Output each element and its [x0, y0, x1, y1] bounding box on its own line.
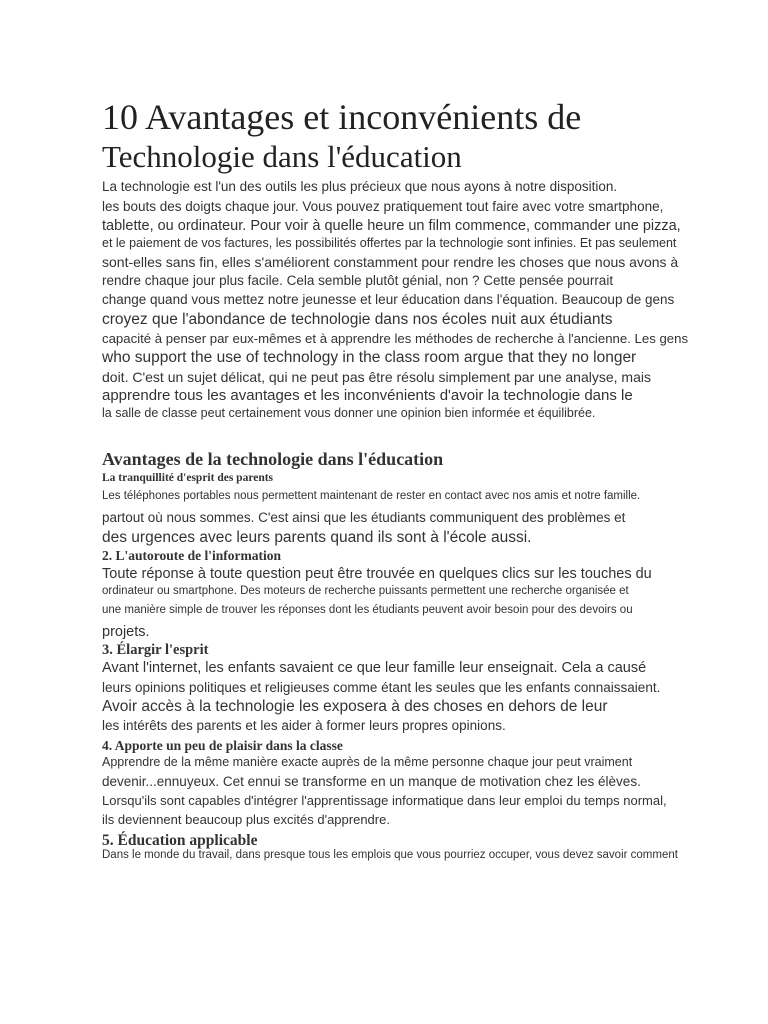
intro-line: change quand vous mettez notre jeunesse et leur éducation dans l'équation. Beaucoup de gens	[102, 292, 675, 307]
item-1-line: partout où nous sommes. C'est ainsi que les étudiants communiquent des problèmes et	[102, 510, 626, 525]
item-3-line: Avoir accès à la technologie les exposera à des choses en dehors de leur	[102, 698, 608, 715]
item-4-line: devenir...ennuyeux. Cet ennui se transforme en un manque de motivation chez les élèves.	[102, 774, 641, 789]
intro-line: rendre chaque jour plus facile. Cela semble plutôt génial, non ? Cette pensée pourrait	[102, 273, 614, 288]
intro-line: les bouts des doigts chaque jour. Vous pouvez pratiquement tout faire avec votre smartphone,	[102, 199, 664, 214]
item-3-line: leurs opinions politiques et religieuses comme étant les seules que les enfants connaissaient.	[102, 680, 661, 695]
item-4-heading: 4. Apporte un peu de plaisir dans la classe	[102, 738, 343, 753]
intro-line: La technologie est l'un des outils les plus précieux que nous ayons à notre disposition.	[102, 179, 618, 194]
intro-line: la salle de classe peut certainement vous donner une opinion bien informée et équilibrée.	[102, 406, 596, 420]
item-5-line: Dans le monde du travail, dans presque tous les emplois que vous pourriez occuper, vous devez savoir comment	[102, 849, 678, 861]
title-line-2: Technologie dans l'éducation	[102, 139, 462, 174]
intro-line: tablette, ou ordinateur. Pour voir à quelle heure un film commence, commander une pizza,	[102, 218, 681, 234]
item-4-line: ils deviennent beaucoup plus excités d'apprendre.	[102, 812, 390, 827]
item-4-line: Apprendre de la même manière exacte auprès de la même personne chaque jour peut vraiment	[102, 755, 633, 769]
intro-line: doit. C'est un sujet délicat, qui ne peut pas être résolu simplement par une analyse, mais	[102, 369, 651, 385]
intro-line: apprendre tous les avantages et les inconvénients d'avoir la technologie dans le	[102, 387, 633, 404]
item-1-line: des urgences avec leurs parents quand ils sont à l'école aussi.	[102, 529, 532, 546]
title-line-1: 10 Avantages et inconvénients de	[102, 97, 582, 137]
section-heading: Avantages de la technologie dans l'éducation	[102, 449, 444, 469]
item-1-line: Les téléphones portables nous permettent maintenant de rester en contact avec nos amis et notre famille.	[102, 490, 641, 502]
item-2-line: Toute réponse à toute question peut être trouvée en quelques clics sur les touches du	[102, 566, 652, 582]
item-2-line: une manière simple de trouver les réponses dont les étudiants peuvent avoir besoin pour des devoirs ou	[102, 604, 633, 616]
item-4-line: Lorsqu'ils sont capables d'intégrer l'apprentissage informatique dans leur emploi du temps normal,	[102, 793, 667, 808]
intro-line: who support the use of technology in the class room argue that they no longer	[102, 349, 637, 366]
intro-line: capacité à penser par eux-mêmes et à apprendre les méthodes de recherche à l'ancienne. Les gens	[102, 331, 689, 346]
intro-line: croyez que l'abondance de technologie dans nos écoles nuit aux étudiants	[102, 311, 613, 328]
item-3-heading: 3. Élargir l'esprit	[102, 642, 209, 658]
item-3-line: Avant l'internet, les enfants savaient ce que leur famille leur enseignait. Cela a causé	[102, 660, 647, 676]
item-2-heading: 2. L'autoroute de l'information	[102, 548, 282, 563]
page-title	[102, 96, 742, 176]
item-3-line: les intérêts des parents et les aider à former leurs propres opinions.	[102, 718, 506, 733]
item-1-heading: La tranquillité d'esprit des parents	[102, 472, 274, 484]
item-5-heading: 5. Éducation applicable	[102, 832, 258, 849]
item-2-line: ordinateur ou smartphone. Des moteurs de recherche puissants permettent une recherche organisée et	[102, 585, 629, 597]
intro-line: sont-elles sans fin, elles s'améliorent constamment pour rendre les choses que nous avons à	[102, 254, 679, 270]
intro-line: et le paiement de vos factures, les possibilités offertes par la technologie sont infinies. Et pas seulement	[102, 236, 677, 250]
item-2-line: projets.	[102, 624, 150, 640]
